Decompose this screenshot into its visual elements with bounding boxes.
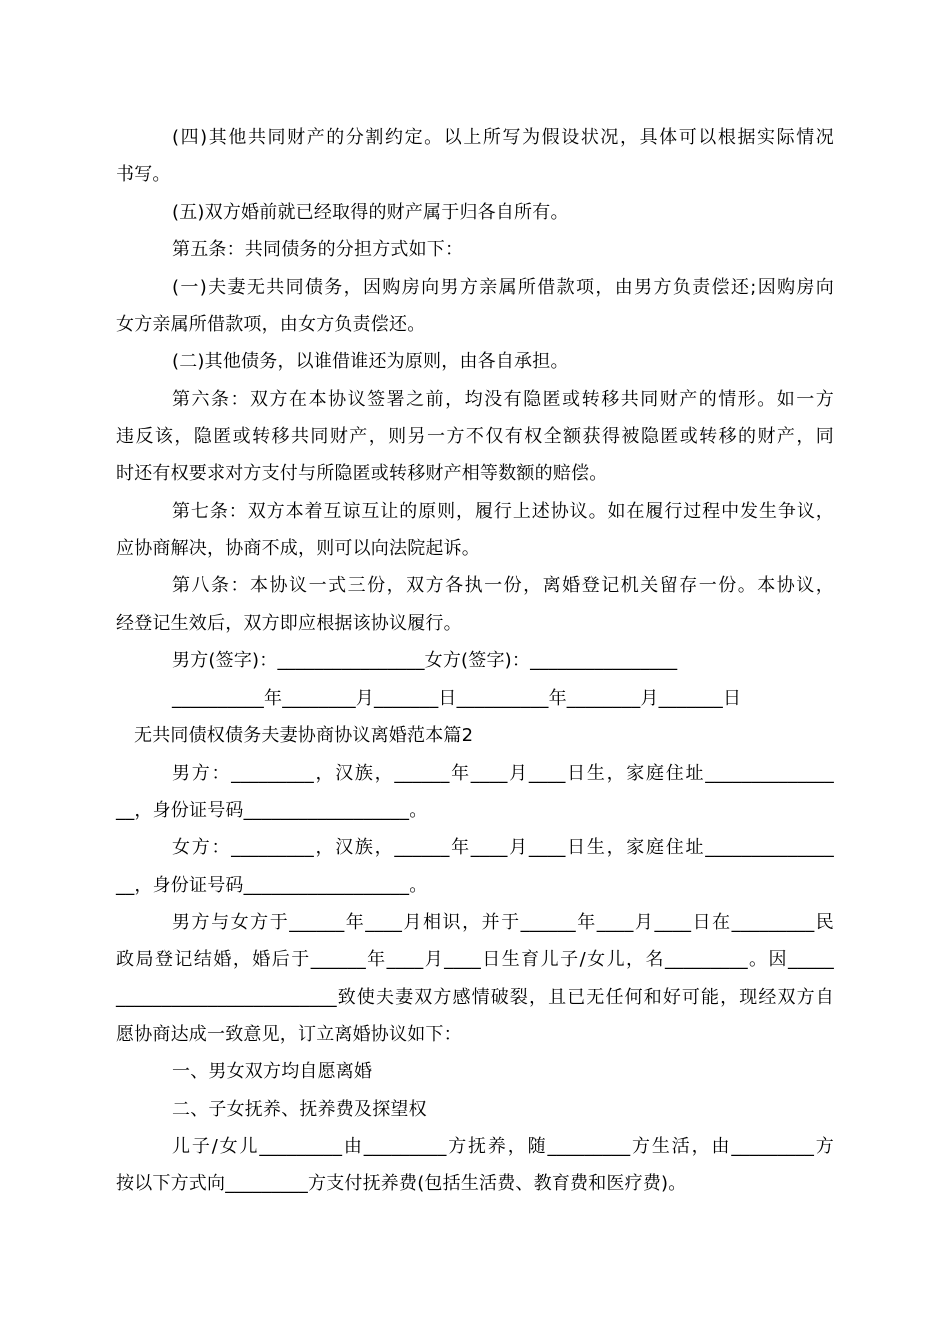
paragraph-line: 男方与女方于______年____月相识，并于______年____月____日在_________民 xyxy=(172,912,834,933)
paragraph-line: (一)夫妻无共同债务，因购房向男方亲属所借款项，由男方负责偿还;因购房向 xyxy=(172,277,834,298)
date-line: __________年________月_______日__________年________月_______日 xyxy=(172,688,742,709)
paragraph-line: 第七条：双方本着互谅互让的原则，履行上述协议。如在履行过程中发生争议， xyxy=(172,501,834,522)
paragraph-line: 愿协商达成一致意见，订立离婚协议如下： xyxy=(116,1024,462,1045)
section-title: 无共同债权债务夫妻协商协议离婚范本篇2 xyxy=(134,725,474,746)
paragraph-line: 男方：_________，汉族，______年____月____日生，家庭住址______________ xyxy=(172,763,834,784)
paragraph-line: 女方：_________，汉族，______年____月____日生，家庭住址______________ xyxy=(172,837,834,858)
paragraph-line: 第八条：本协议一式三份，双方各执一份，离婚登记机关留存一份。本协议， xyxy=(172,575,834,596)
paragraph-line: 女方亲属所借款项，由女方负责偿还。 xyxy=(116,314,426,335)
paragraph-line: ________________________致使夫妻双方感情破裂，且已无任何和好可能，现经双方自 xyxy=(116,987,834,1008)
paragraph-line: (四)其他共同财产的分割约定。以上所写为假设状况，具体可以根据实际情况 xyxy=(172,127,834,148)
paragraph-line: 按以下方式向_________方支付抚养费(包括生活费、教育费和医疗费)。 xyxy=(116,1173,687,1194)
paragraph-line: 第六条：双方在本协议签署之前，均没有隐匿或转移共同财产的情形。如一方 xyxy=(172,389,834,410)
paragraph-line: 违反该，隐匿或转移共同财产，则另一方不仅有权全额获得被隐匿或转移的财产，同 xyxy=(116,426,834,447)
paragraph-line: (五)双方婚前就已经取得的财产属于归各自所有。 xyxy=(172,202,569,223)
paragraph-line: __，身份证号码__________________。 xyxy=(116,800,428,821)
paragraph-line: 经登记生效后，双方即应根据该协议履行。 xyxy=(116,613,462,634)
paragraph-line: __，身份证号码__________________。 xyxy=(116,875,428,896)
paragraph-line: 儿子/女儿_________由_________方抚养，随_________方生活，由_________方 xyxy=(172,1136,834,1157)
paragraph-line: 应协商解决，协商不成，则可以向法院起诉。 xyxy=(116,538,480,559)
paragraph-line: 二、子女抚养、抚养费及探望权 xyxy=(172,1099,427,1120)
paragraph-line: (二)其他债务，以谁借谁还为原则，由各自承担。 xyxy=(172,351,569,372)
signature-line: 男方(签字)：________________女方(签字)：________________ xyxy=(172,650,678,671)
paragraph-line: 书写。 xyxy=(116,164,171,185)
paragraph-line: 第五条：共同债务的分担方式如下： xyxy=(172,239,464,260)
paragraph-line: 政局登记结婚，婚后于______年____月____日生育儿子/女儿，名_________。因_____ xyxy=(116,949,834,970)
paragraph-line: 时还有权要求对方支付与所隐匿或转移财产相等数额的赔偿。 xyxy=(116,463,608,484)
paragraph-line: 一、男女双方均自愿离婚 xyxy=(172,1061,373,1082)
